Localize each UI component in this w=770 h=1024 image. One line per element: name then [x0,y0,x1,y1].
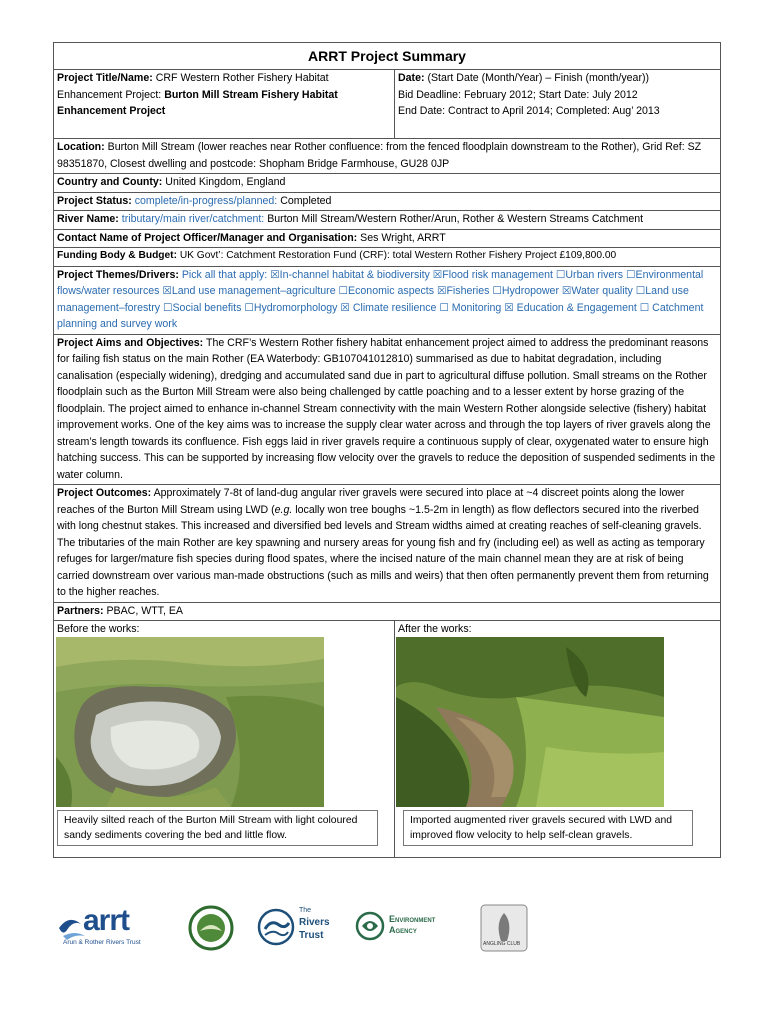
river-label: River Name: [57,213,119,225]
rivers-trust-icon [257,907,295,947]
environment-agency-line2: Agency [389,925,417,935]
before-photo-image [56,637,324,807]
country-text: United Kingdom, England [165,176,286,188]
location-row [54,139,720,174]
themes-text: Pick all that apply: ☒In-channel habitat & biodiversity ☒Flood risk management ☐Urban rivers ☐Environmental flows/water resources ☒Land use management–agriculture ☐Economic aspects ☒Fisheries ☐Hydropower ☒Water quality ☐Land use management–forestry ☐Social benefits ☐Hydromorphology ☒ Climate resilience ☐ Monitoring ☒ Education & Engagement ☐ Catchment planning and survey work [57,268,704,330]
end-date: End Date: Contract to April 2014; Completed: Aug’ 2013 [398,105,660,117]
after-cell [395,621,720,857]
rivers-trust-the: The [299,907,312,914]
funding-value: UK Govt’: Catchment Restoration Fund (CRF): total Western Rother Fishery Project £109,800.00 [179,250,617,261]
title-date-row [54,70,720,139]
location-label: Location: [57,141,105,153]
angling-club-text: ANGLING CLUB [483,941,521,947]
river-value: Burton Mill Stream/Western Rother/Arun, Rother & Western Streams Catchment [267,213,644,225]
themes-row [54,267,720,335]
bid-deadline: Bid Deadline: February 2012; Start Date: July 2012 [398,88,638,101]
arrt-logo [55,906,167,950]
environment-agency-icon [355,911,385,941]
outcomes-eg: e.g. [274,503,293,516]
outcomes-row [54,485,720,603]
photos-row [54,621,720,857]
arrt-wordmark: arrt [83,904,130,937]
pbac-seal-logo [188,905,234,951]
location-text: Burton Mill Stream (lower reaches near Rother confluence: from the fenced floodplain downstream to the Rother), Grid Ref: SZ 98351870, Closest dwelling and postcode: Shopham Bridge Farmhouse, GU28 0JP [57,141,702,170]
project-title-name: Burton Mill Stream Fishery Habitat Enhancement Project [57,88,338,117]
rivers-trust-rivers: Rivers [299,917,330,928]
outcomes-text-a: Approximately 7-8t of land-dug angular river gravels were secured into place at ~4 discreet points along the lower reaches of the Burton Mill Stream using LWD ( [57,487,685,516]
after-photo-image [396,637,664,807]
river-row [54,211,720,230]
date-format: (Start Date (Month/Year) – Finish (month/year)) [427,72,650,84]
partners-value: PBAC, WTT, EA [106,604,183,617]
before-label: Before the works: [57,623,140,635]
funding-row [54,248,720,267]
partners-row [54,603,720,622]
after-caption: Imported augmented river gravels secured with LWD and improved flow velocity to help self-clean gravels. [403,810,693,846]
rivers-trust-logo [257,905,337,951]
arrt-subtitle: Arun & Rother Rivers Trust [63,939,141,946]
aims-label: Project Aims and Objectives: [57,336,204,349]
river-options: tributary/main river/catchment: [121,213,265,225]
environment-agency-logo [355,911,467,947]
project-title-cell [54,70,395,138]
before-caption: Heavily silted reach of the Burton Mill Stream with light coloured sandy sediments covering the bed and little flow. [57,810,378,846]
outcomes-text-b: locally won tree boughs ~1.5-2m in length) as flow deflectors secured into the riverbed with long chestnut stakes. This increased and diversified bed levels and Stream widths aimed at creating reaches of self-cleaning gravels. The tributaries of the main Rother are key spawning and nursery areas for young fish and fry (including eel) as well as acting as temporary refuges for larger/mature fish species during flood spates, where the incised nature of the main channel mean they are at risk of being carried downstream over various man-made obstructions (such as mills and weirs) that then often permanently prevent them from returning to the higher reaches. [57,503,709,598]
contact-label: Contact Name of Project Officer/Manager and Organisation: [57,231,358,244]
aims-text: The CRF’s Western Rother fishery habitat enhancement project aimed to address the predominant reasons for failing fish status on the main Rother (EA Waterbody: GB107041012810) summarised as due to habitat degradation, including canalisation (especially widening), dredging and accumulated sand due in part to agricultural diffuse pollution. Small streams on the Rother floodplain such as the Burton Mill Stream were also being challenged by cattle poaching and to a lesser extent by horse grazing of the floodplain. The project aimed to enhance in-channel Stream connectivity with the main Western Rother alongside selective (fishery) habitat improvement works. One of the key aims was to increase the supply clear water across and through the top layers of river gravels along the stream’s length towards its confluence. Fish eggs laid in river gravels require a continuous supply of clear, oxygenated water to ensure high hatching success. This can be supported by increasing flow velocity over the gravels to reduce the deposition of suspended sediments in the water column. [57,336,716,481]
status-row [54,193,720,212]
contact-value: Ses Wright, ARRT [360,231,446,244]
status-value: Completed [280,194,332,207]
page-title: ARRT Project Summary [54,43,720,70]
date-label: Date: [398,72,425,84]
before-photo [56,637,324,807]
before-cell [54,621,395,857]
themes-label: Project Themes/Drivers: [57,268,179,281]
partners-label: Partners: [57,604,104,617]
after-photo [396,637,664,807]
status-label: Project Status: [57,194,132,207]
status-options: complete/in-progress/planned: [134,194,278,207]
angling-club-logo [479,903,529,953]
funding-label: Funding Body & Budget: [57,250,177,261]
partner-logos [55,903,535,953]
environment-agency-line1: Environment [389,914,436,924]
project-summary-sheet [53,42,721,858]
contact-row [54,230,720,249]
rivers-trust-trust: Trust [299,930,324,941]
project-title-prefix: CRF Western Rother Fishery Habitat Enhancement Project: [57,72,329,101]
after-label: After the works: [398,623,472,635]
project-title-label: Project Title/Name: [57,72,153,84]
pbac-seal-icon [188,905,234,951]
country-label: Country and County: [57,176,163,188]
aims-row [54,335,720,486]
date-cell [395,70,720,138]
country-row [54,174,720,193]
outcomes-label: Project Outcomes: [57,487,152,499]
